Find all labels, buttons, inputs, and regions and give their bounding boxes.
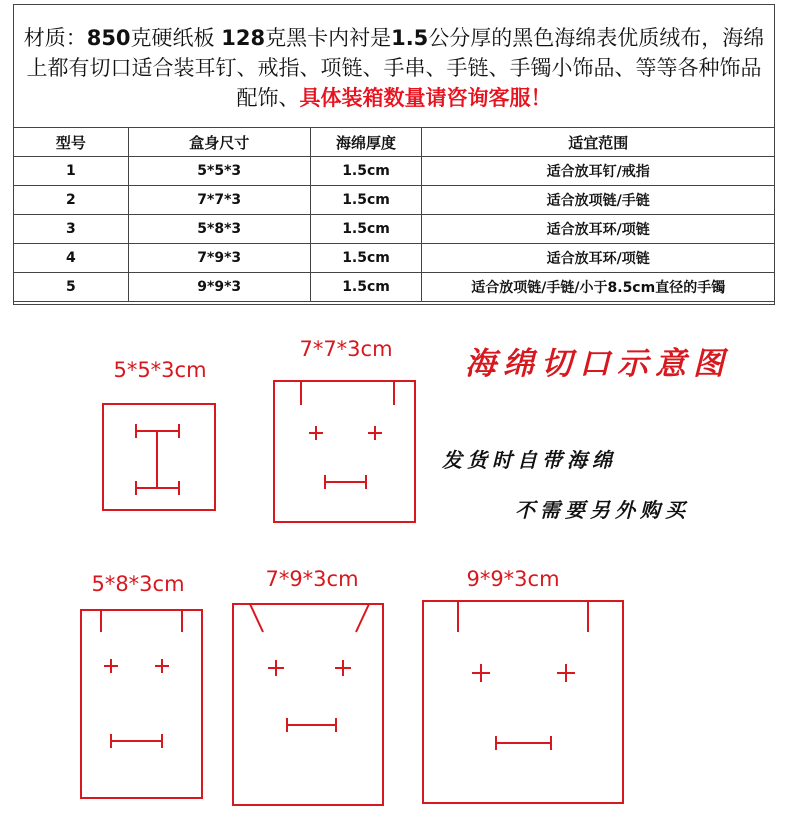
table-row — [14, 215, 775, 244]
size-label-5x5: 5*5*3cm — [113, 358, 207, 382]
table-row — [14, 273, 775, 302]
box-diagram-7x7 — [274, 381, 415, 522]
material-description — [14, 5, 774, 127]
intro-text: 克黑卡内衬是 — [265, 26, 392, 50]
cell-usage: 适合放耳环/项链 — [422, 215, 775, 244]
cell-model: 5 — [14, 273, 129, 302]
size-label-7x7: 7*7*3cm — [299, 337, 393, 361]
intro-text: 公分厚的黑色海绵表优质绒布，海绵上都有切口适合装耳钉、戒指、项链、手串、手链、手镯小饰品、等等各种饰品配饰、 — [26, 26, 765, 110]
intro-thickness: 1.5 — [391, 26, 429, 50]
intro-weight-board: 850 — [86, 26, 131, 50]
cell-thickness: 1.5cm — [310, 215, 422, 244]
cell-model: 1 — [14, 157, 129, 186]
size-label-7x9: 7*9*3cm — [265, 567, 359, 591]
cell-usage: 适合放项链/手链/小于8.5cm直径的手镯 — [422, 273, 775, 302]
cell-size: 5*5*3 — [128, 157, 310, 186]
header-model: 型号 — [14, 128, 129, 157]
box-diagram-7x9 — [233, 604, 383, 805]
cell-size: 7*7*3 — [128, 186, 310, 215]
intro-weight-card: 128 — [221, 26, 266, 50]
cell-size: 5*8*3 — [128, 215, 310, 244]
intro-text: 克硬纸板 — [130, 26, 222, 50]
cell-thickness: 1.5cm — [310, 186, 422, 215]
diagram-note-line1: 发货时自带海绵 — [442, 448, 617, 472]
table-header-row — [14, 128, 775, 157]
cell-usage: 适合放耳钉/戒指 — [422, 157, 775, 186]
size-label-9x9: 9*9*3cm — [466, 567, 560, 591]
cell-usage: 适合放耳环/项链 — [422, 244, 775, 273]
cell-model: 3 — [14, 215, 129, 244]
intro-label: 材质： — [23, 26, 87, 50]
cell-size: 9*9*3 — [128, 273, 310, 302]
spec-table — [13, 127, 775, 302]
cell-model: 2 — [14, 186, 129, 215]
size-label-5x8: 5*8*3cm — [91, 572, 185, 596]
intro-highlight: 具体装箱数量请咨询客服！ — [299, 85, 552, 110]
box-diagram-5x5 — [103, 404, 215, 510]
table-row — [14, 244, 775, 273]
box-diagram-9x9 — [423, 601, 623, 803]
cell-thickness: 1.5cm — [310, 273, 422, 302]
spec-panel — [13, 4, 775, 305]
header-usage: 适宜范围 — [422, 128, 775, 157]
header-sponge-thickness: 海绵厚度 — [310, 128, 422, 157]
cell-thickness: 1.5cm — [310, 157, 422, 186]
diagram-note-line2: 不需要另外购买 — [515, 498, 690, 522]
sponge-cut-diagram — [0, 305, 790, 837]
cell-usage: 适合放项链/手链 — [422, 186, 775, 215]
cell-size: 7*9*3 — [128, 244, 310, 273]
table-row — [14, 157, 775, 186]
diagram-title: 海绵切口示意图 — [465, 346, 731, 382]
table-row — [14, 186, 775, 215]
cell-thickness: 1.5cm — [310, 244, 422, 273]
header-box-size: 盒身尺寸 — [128, 128, 310, 157]
box-diagram-5x8 — [81, 610, 202, 798]
cell-model: 4 — [14, 244, 129, 273]
